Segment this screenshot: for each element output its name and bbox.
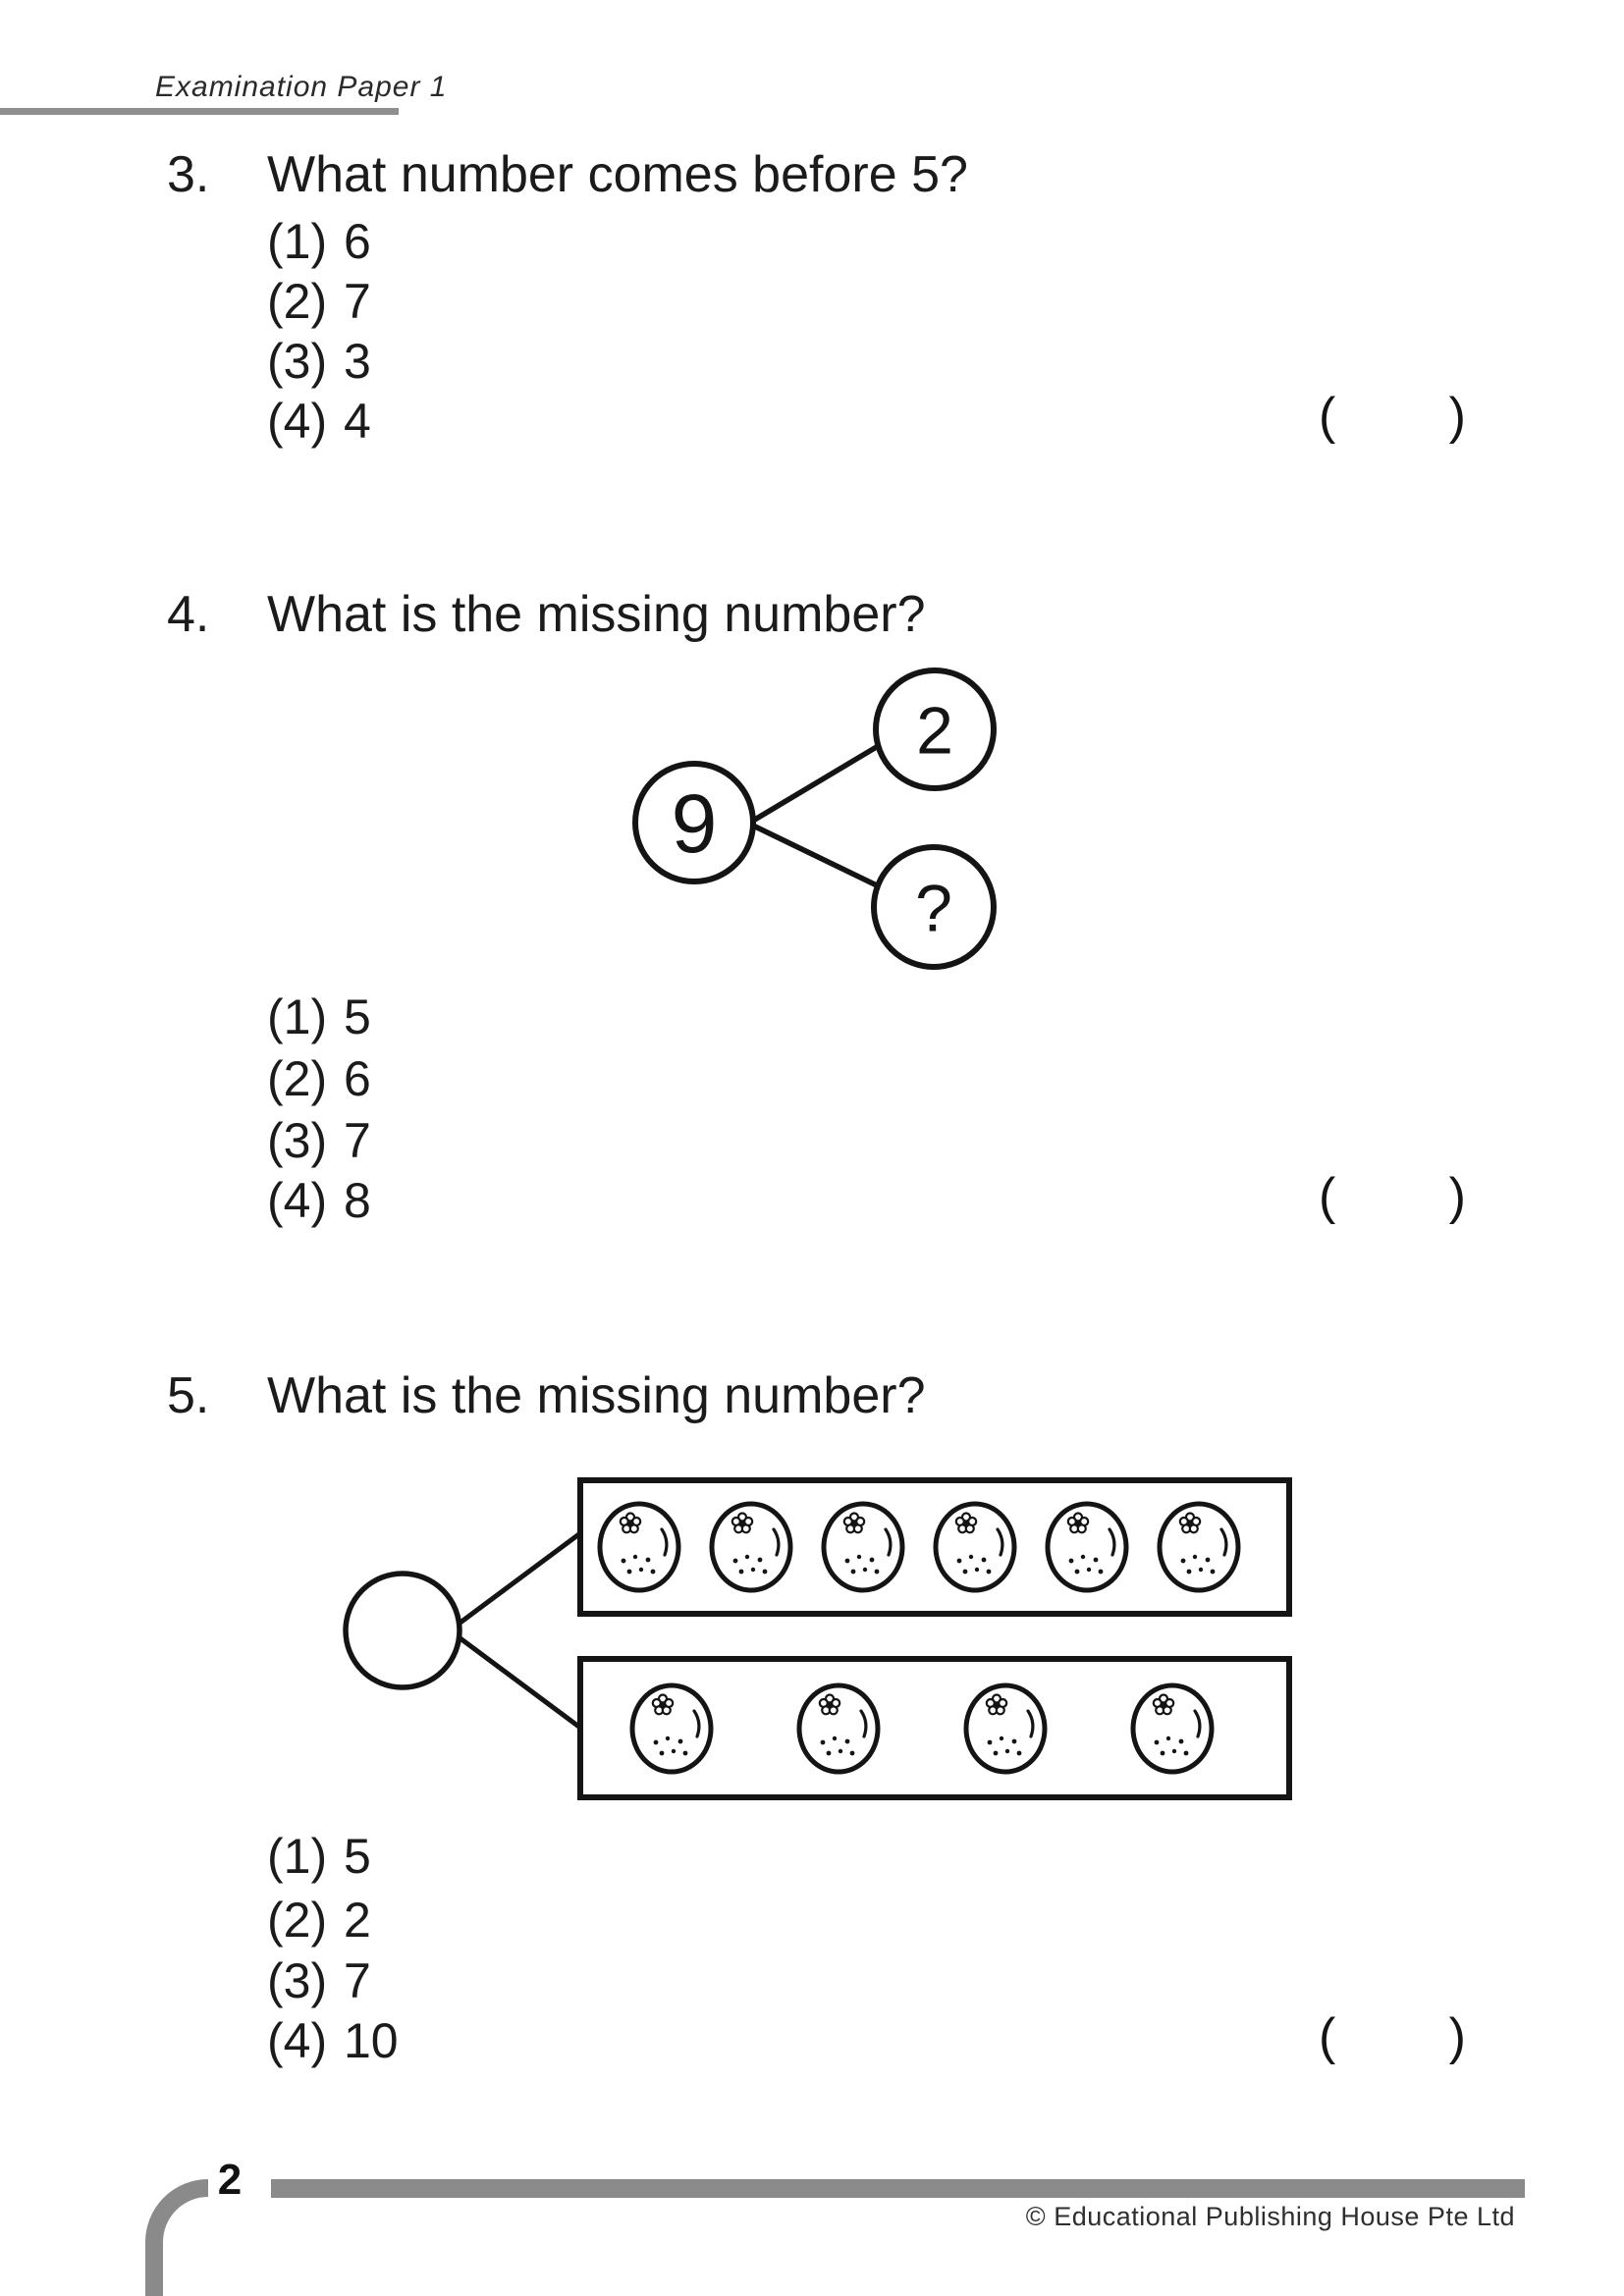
copyright-text: © Educational Publishing House Pte Ltd xyxy=(1025,2202,1515,2231)
orange-icon xyxy=(632,1685,711,1772)
question-text: What is the missing number? xyxy=(267,586,926,643)
option-label: (4) xyxy=(267,394,328,449)
bond-link-line xyxy=(458,1636,580,1728)
answer-bracket-close: ) xyxy=(1448,388,1466,445)
option-row xyxy=(267,2013,399,2070)
bond-link-line xyxy=(753,745,880,821)
option-row xyxy=(267,394,371,451)
option-row xyxy=(267,274,371,331)
footer-divider-bar xyxy=(271,2179,1525,2198)
option-label: (4) xyxy=(267,2013,328,2068)
question-text: What is the missing number? xyxy=(267,1367,926,1424)
orange-icon xyxy=(966,1685,1045,1772)
option-row xyxy=(267,989,371,1046)
option-label: (2) xyxy=(267,1051,328,1106)
answer-bracket-close: ) xyxy=(1448,2008,1466,2065)
bond-part-value: 2 xyxy=(916,693,953,769)
bond-missing-number-circle xyxy=(346,1574,460,1687)
option-value: 7 xyxy=(344,1953,371,2008)
bond-link-line xyxy=(458,1533,580,1625)
option-value: 5 xyxy=(344,989,371,1044)
option-value: 8 xyxy=(344,1173,371,1228)
orange-icon xyxy=(936,1504,1014,1590)
option-value: 10 xyxy=(344,2013,399,2068)
option-label: (1) xyxy=(267,214,328,269)
answer-bracket-open: ( xyxy=(1319,1168,1336,1225)
option-label: (2) xyxy=(267,1893,328,1948)
option-label: (1) xyxy=(267,989,328,1044)
bond-link-line xyxy=(753,826,879,886)
option-row xyxy=(267,1113,371,1170)
option-label: (3) xyxy=(267,1113,328,1168)
option-row xyxy=(267,1051,371,1108)
orange-icon xyxy=(824,1504,902,1590)
option-row xyxy=(267,1893,371,1949)
answer-bracket-open: ( xyxy=(1319,388,1336,445)
answer-bracket-close: ) xyxy=(1448,1168,1466,1225)
option-label: (3) xyxy=(267,1953,328,2008)
option-row xyxy=(267,1829,371,1886)
option-value: 7 xyxy=(344,1113,371,1168)
orange-icon xyxy=(1160,1504,1238,1590)
orange-icon xyxy=(600,1504,678,1590)
option-value: 2 xyxy=(344,1893,371,1948)
option-row xyxy=(267,1953,371,2010)
option-value: 7 xyxy=(344,274,371,329)
option-row xyxy=(267,1173,371,1230)
page-header-title: Examination Paper 1 xyxy=(155,71,448,103)
question-text: What number comes before 5? xyxy=(267,146,968,203)
option-value: 6 xyxy=(344,1051,371,1106)
option-label: (3) xyxy=(267,334,328,389)
answer-space xyxy=(1319,2008,1466,2065)
option-row xyxy=(267,214,371,271)
question-number: 4. xyxy=(167,586,210,643)
option-label: (2) xyxy=(267,274,328,329)
bond-part-value: ? xyxy=(915,871,952,946)
question-number: 5. xyxy=(167,1367,210,1424)
answer-space xyxy=(1319,1168,1466,1225)
orange-icon xyxy=(799,1685,878,1772)
bond-whole-value: 9 xyxy=(671,777,718,871)
option-label: (4) xyxy=(267,1173,328,1228)
orange-icon xyxy=(1133,1685,1212,1772)
number-bond-diagram xyxy=(619,653,1011,977)
answer-space xyxy=(1319,388,1466,445)
orange-icon xyxy=(1048,1504,1126,1590)
question-number: 3. xyxy=(167,146,210,203)
option-value: 4 xyxy=(344,394,371,449)
option-value: 5 xyxy=(344,1829,371,1884)
option-value: 6 xyxy=(344,214,371,269)
option-value: 3 xyxy=(344,334,371,389)
header-divider-rule xyxy=(0,108,399,115)
orange-icon xyxy=(712,1504,790,1590)
answer-bracket-open: ( xyxy=(1319,2008,1336,2065)
option-label: (1) xyxy=(267,1829,328,1884)
picture-bond-diagram xyxy=(329,1458,1301,1811)
page-number: 2 xyxy=(217,2156,243,2204)
option-row xyxy=(267,334,371,391)
